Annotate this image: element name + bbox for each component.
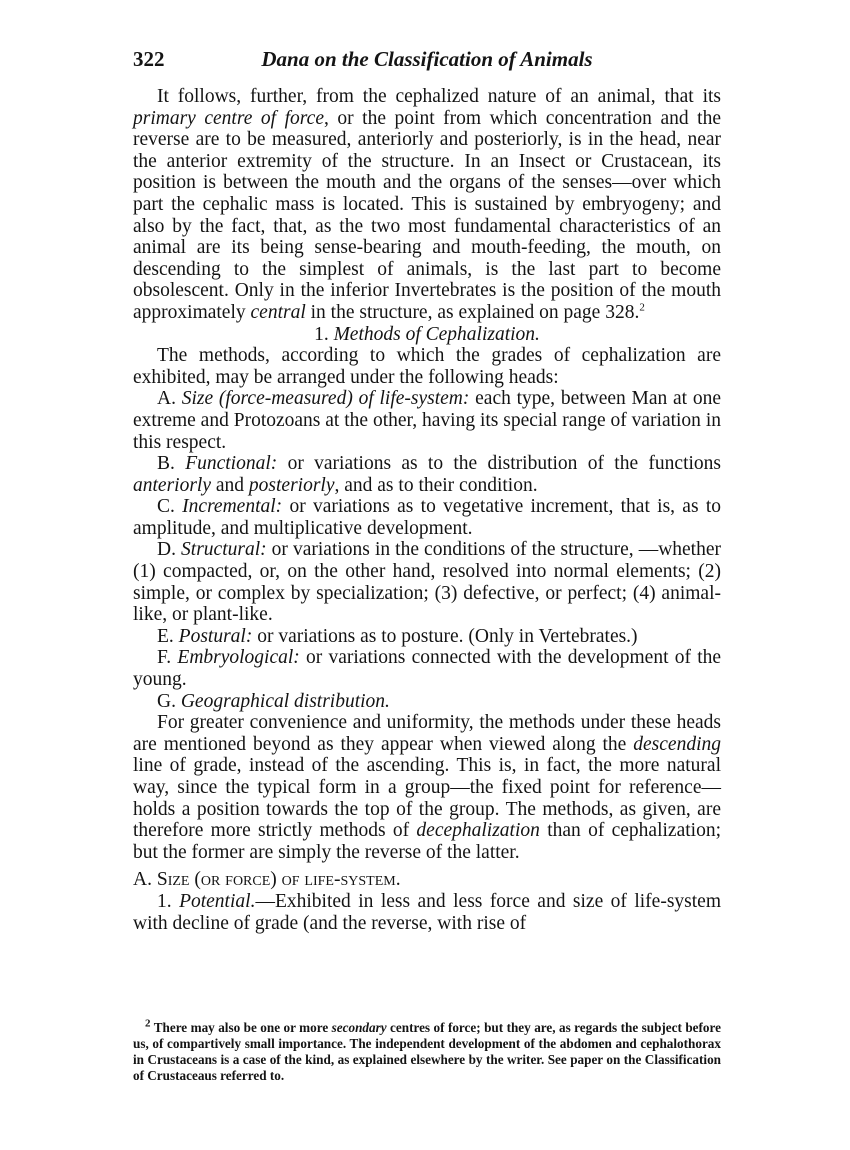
method-name: Incremental: (182, 496, 283, 518)
method-letter: A. (157, 388, 176, 410)
section-number: 1. (314, 323, 329, 345)
italic-term: primary centre of force (133, 107, 324, 129)
italic-term: Potential. (179, 890, 256, 912)
method-letter: G. (157, 690, 176, 712)
method-text: , and as to their condition. (334, 474, 538, 496)
text-run: , or the point from which concentration and the reverse are to be measured, anteriorly and posteriorly, is in the head, near the anterior extremity of the structure. In an Insect or Crustacean, its position is between the mouth and the organs of the senses—over which part the cephalic mass is located. This is sustained by embryogeny; and also by the fact, that, as the two most fundamental characteristics of an animal are its being sense-bearing and mouth-feeding, the mouth, on descending to the simplest of animals, is the last part to become obsolescent. Only in the inferior Invertebrates is the position of the mouth approximately (133, 107, 721, 323)
footnote (133, 1017, 721, 1084)
footnote-marker: 2 (145, 1017, 151, 1030)
item-number: 1. (157, 890, 180, 912)
footnote-text (133, 1017, 721, 1084)
method-text: or variations connected with the development of the young. (133, 647, 722, 691)
subsection-part: A. S (133, 869, 168, 891)
convenience-paragraph (133, 712, 721, 863)
method-letter: F. (157, 647, 172, 669)
intro-paragraph (133, 86, 721, 324)
italic-term: central (250, 301, 306, 323)
method-letter: C. (157, 496, 175, 518)
method-name: Structural: (181, 539, 267, 561)
text-run: line of grade, instead of the ascending. This is, in fact, the more natural way, since the typical form in a group—the fixed point for reference—holds a position towards the top of the group. The methods, as given, are therefore more strictly methods of (133, 755, 721, 842)
potential-paragraph (133, 891, 721, 934)
method-text: and (211, 474, 249, 496)
italic-term: descending (633, 733, 721, 755)
method-item (133, 539, 721, 625)
method-text: or variations in the conditions of the structure, —whether (1) compacted, or, on the other hand, resolved into normal elements; (2) simple, or complex by specialization; (3) defective, or perfect; (4) animal-like, or plant-like. (133, 539, 722, 626)
text-run: centres of force; but they are, as regards the subject before us, of compartively small importance. The independent development of the abdomen and cephalothorax in Crustaceans is a case of the kind, as explained elsewhere by the writer. See paper on the Classification of Crustaceaus referred to. (133, 1020, 721, 1083)
method-letter: B. (157, 453, 175, 475)
text-run: than of cephalization; but the former are simply the reverse of the latter. (133, 820, 721, 863)
subsection-part: . (395, 869, 401, 891)
subsection-part: ize ( (167, 869, 201, 891)
italic-term: decephalization (416, 820, 540, 842)
subsection-part: of life-system (281, 869, 396, 891)
italic-term: secondary (331, 1020, 387, 1035)
method-item (133, 496, 721, 539)
subsection-part: ) (270, 869, 282, 891)
method-text: or variations as to posture. (Only in Vertebrates.) (252, 625, 638, 647)
subsection-heading (133, 869, 721, 891)
method-item (133, 691, 721, 713)
method-name: Functional: (185, 453, 278, 475)
method-letter: D. (157, 539, 176, 561)
footnote-marker[interactable]: 2 (639, 301, 645, 314)
italic-term: anteriorly (133, 474, 211, 496)
section-heading (133, 324, 721, 346)
section-title: Methods of Cephalization. (333, 323, 540, 345)
method-text: or variations as to the distribution of the functions (277, 453, 721, 475)
text-run: There may also be one or more (150, 1020, 332, 1035)
italic-term: posteriorly (248, 474, 335, 496)
method-text: each type, between Man at one extreme and Protozoans at the other, having its special range of variation in this respect. (133, 388, 722, 453)
text-run: It follows, further, from the cephalized nature of an animal, that its (157, 86, 721, 107)
text-run: For greater convenience and uniformity, the methods under these heads are mentioned beyond as they appear when viewed along the (133, 712, 721, 755)
method-letter: E. (157, 625, 174, 647)
subsection-part: or force (200, 869, 271, 891)
text-run: in the structure, as explained on page 328. (305, 301, 640, 323)
method-item (133, 453, 721, 496)
method-name: Postural: (178, 625, 253, 647)
method-item (133, 626, 721, 648)
page-number: 322 (133, 47, 165, 71)
main-text (133, 86, 721, 934)
method-name: Embryological: (177, 647, 300, 669)
page-header (133, 44, 721, 74)
method-text: or variations as to vegetative increment, that is, as to amplitude, and multiplicative development. (133, 496, 721, 539)
methods-intro: The methods, according to which the grades of cephalization are exhibited, may be arranged under the following heads: (133, 345, 721, 388)
method-name: Size (force-measured) of life-system: (181, 388, 470, 410)
method-name: Geographical distribution. (180, 690, 390, 712)
method-item (133, 647, 721, 690)
running-title: Dana on the Classification of Animals (261, 47, 593, 71)
method-item (133, 388, 721, 453)
text-run: —Exhibited in less and less force and size of life-system with decline of grade (and the reverse, with rise of (133, 890, 721, 934)
